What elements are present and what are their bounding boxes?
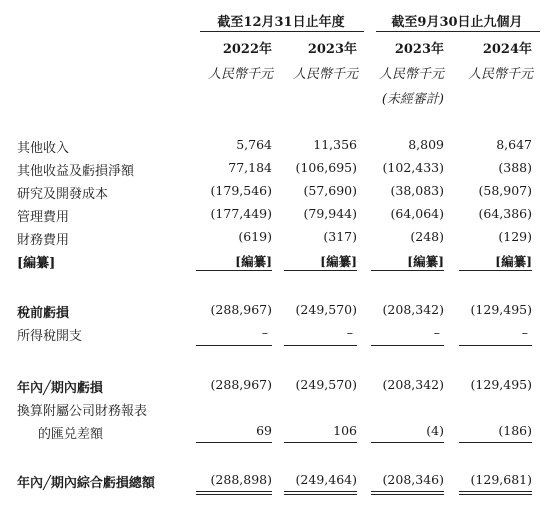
cell: (79,944) — [303, 206, 357, 221]
cell: 8,647 — [496, 137, 532, 152]
cell: (64,064) — [390, 206, 444, 221]
cell: (129,495) — [470, 302, 532, 317]
cell: (317) — [323, 229, 357, 244]
cell: (58,907) — [478, 183, 532, 198]
row-label-redacted: [編纂] — [17, 256, 56, 271]
unit-col-1: 人民幣千元 — [207, 67, 273, 82]
subtotal-rule — [284, 442, 357, 443]
cell: (208,346) — [382, 472, 444, 487]
subtotal-rule — [196, 442, 272, 443]
cell: 5,764 — [236, 137, 272, 152]
cell: 69 — [256, 423, 272, 438]
cell: 106 — [333, 423, 357, 438]
group1-rule — [200, 31, 364, 32]
subtotal-rule — [459, 270, 532, 271]
cell: (102,433) — [382, 160, 444, 175]
cell: (4) — [426, 423, 444, 438]
total-double-rule — [371, 491, 444, 495]
total-double-rule — [459, 491, 532, 495]
cell: 77,184 — [228, 160, 272, 175]
cell: – — [433, 325, 440, 340]
total-double-rule — [196, 491, 272, 495]
subtotal-rule — [371, 442, 444, 443]
cell: (619) — [238, 229, 272, 244]
cell: (129) — [498, 229, 532, 244]
cell: (249,570) — [295, 377, 357, 392]
cell: – — [346, 325, 353, 340]
cell: (129,495) — [470, 377, 532, 392]
cell: (106,695) — [295, 160, 357, 175]
row-label-loss-before-tax: 稅前虧損 — [17, 306, 70, 321]
cell: (129,681) — [470, 472, 532, 487]
cell: 11,356 — [313, 137, 357, 152]
cell: (64,386) — [478, 206, 532, 221]
cell: – — [521, 325, 528, 340]
group-header-fiscal-year: 截至12月31日止年度 — [217, 15, 345, 30]
row-label-admin: 管理費用 — [17, 210, 70, 225]
subtotal-rule — [196, 345, 272, 346]
cell: (248) — [410, 229, 444, 244]
cell: (288,967) — [210, 302, 272, 317]
subtotal-rule — [459, 442, 532, 443]
year-col-2: 2023年 — [307, 42, 357, 57]
total-double-rule — [284, 491, 357, 495]
cell: [編纂] — [320, 254, 357, 269]
group-header-nine-months: 截至9月30日止九個月 — [391, 15, 523, 30]
cell: (249,570) — [295, 302, 357, 317]
cell: (208,342) — [382, 302, 444, 317]
year-col-3: 2023年 — [394, 42, 444, 57]
row-label-income-tax: 所得稅開支 — [17, 329, 83, 344]
cell: [編纂] — [235, 254, 272, 269]
cell: (208,342) — [382, 377, 444, 392]
cell: (179,546) — [210, 183, 272, 198]
cell: (249,464) — [295, 472, 357, 487]
row-label-finance: 財務費用 — [17, 233, 70, 248]
subtotal-rule — [284, 345, 357, 346]
subtotal-rule — [371, 270, 444, 271]
row-label-loss-for-period: 年內╱期內虧損 — [17, 381, 103, 396]
subtotal-rule — [459, 345, 532, 346]
unaudited-note: (未經審計) — [381, 92, 444, 107]
cell: [編纂] — [495, 254, 532, 269]
subtotal-rule — [371, 345, 444, 346]
cell: (288,898) — [210, 472, 272, 487]
year-col-4: 2024年 — [482, 42, 532, 57]
cell: – — [261, 325, 268, 340]
row-label-translation-1: 換算附屬公司財務報表 — [17, 404, 148, 419]
row-label-total-comprehensive-loss: 年內╱期內綜合虧損總額 — [17, 476, 155, 491]
cell: (288,967) — [210, 377, 272, 392]
row-label-translation-2: 的匯兑差額 — [38, 427, 104, 442]
cell: (186) — [498, 423, 532, 438]
cell: (388) — [498, 160, 532, 175]
unit-col-4: 人民幣千元 — [467, 67, 533, 82]
unit-col-3: 人民幣千元 — [378, 67, 444, 82]
row-label-other-gains: 其他收益及虧損淨額 — [17, 164, 135, 179]
row-label-rnd: 研究及開發成本 — [17, 187, 109, 202]
cell: (177,449) — [210, 206, 272, 221]
year-col-1: 2022年 — [222, 42, 272, 57]
group2-rule — [376, 31, 540, 32]
subtotal-rule — [284, 270, 357, 271]
subtotal-rule — [196, 270, 272, 271]
cell: 8,809 — [408, 137, 444, 152]
cell: (38,083) — [390, 183, 444, 198]
cell: (57,690) — [303, 183, 357, 198]
unit-col-2: 人民幣千元 — [292, 67, 358, 82]
cell: [編纂] — [407, 254, 444, 269]
row-label-other-income: 其他收入 — [17, 141, 70, 156]
